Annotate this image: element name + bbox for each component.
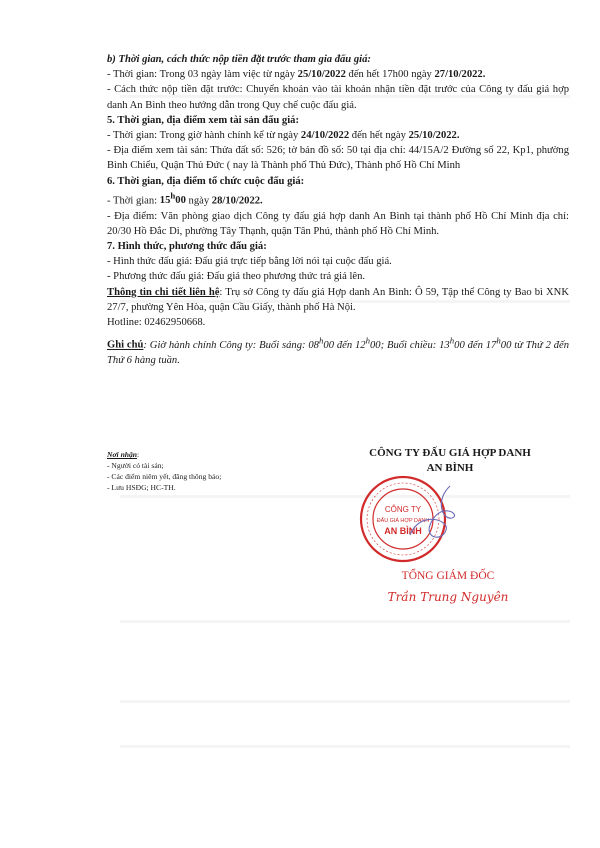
- director-name: Trần Trung Nguyên: [387, 590, 509, 604]
- section-5-heading: 5. Thời gian, địa điểm xem tài sản đấu giá:: [107, 114, 299, 126]
- section-5-place: - Địa điểm xem tài sản: Thửa đất số: 526; tờ bản đồ số: 50 tại địa chỉ: 44/15A/2 Đường số 22, Kp1, phường Bình Chiểu, Quận Thủ Đức ( nay là Thành phố Thủ Đức), Thành phố Hồ Chí Minh: [107, 145, 569, 172]
- recipient-item: - Lưu HSĐG; HC-TH.: [107, 483, 176, 492]
- seal-text-line2: ĐẤU GIÁ HỢP DANH: [376, 518, 430, 524]
- hotline: Hotline: 02462950668.: [107, 316, 206, 328]
- section-7-form: - Hình thức đấu giá: Đấu giá trực tiếp bằng lời nói tại cuộc đấu giá.: [107, 256, 392, 268]
- recipients-title: Nơi nhận:: [107, 450, 140, 459]
- bleed-through-line: [120, 700, 570, 703]
- section-6-time: - Thời gian: 15$^h$00 ngày 28/10/2022.: [107, 190, 263, 207]
- recipient-item: - Các điểm niêm yết, đăng thông báo;: [107, 472, 222, 481]
- bleed-through-line: [120, 745, 570, 748]
- recipient-item: - Người có tài sản;: [107, 461, 164, 470]
- bleed-through-line: [120, 620, 570, 623]
- section-6-heading: 6. Thời gian, địa điểm tổ chức cuộc đấu giá:: [107, 175, 305, 187]
- section-6-place: - Địa điểm: Văn phòng giao dịch Công ty đấu giá hợp danh An Bình tại thành phố Hồ Chí Minh địa chỉ: 20/30 Hồ Đắc Di, phường Tây Thạnh, quận Tân Phú, thành phố Hồ Chí Minh.: [107, 210, 569, 237]
- section-b-method: - Cách thức nộp tiền đặt trước: Chuyển khoản vào tài khoản nhận tiền đặt trước của Công ty đấu giá hợp danh An Bình theo hướng dẫn trong Quy chế cuộc đấu giá.: [107, 84, 569, 111]
- section-b-time: - Thời gian: Trong 03 ngày làm việc từ ngày 25/10/2022 đến hết 17h00 ngày 27/10/2022.: [107, 69, 486, 81]
- section-b-heading: b) Thời gian, cách thức nộp tiền đặt trước tham gia đấu giá:: [107, 54, 371, 65]
- document-body: [107, 52, 569, 368]
- seal-text-line3: AN BÌNH: [384, 526, 422, 536]
- company-name-line1: CÔNG TY ĐẤU GIÁ HỢP DANH: [369, 447, 531, 459]
- contact-info: Thông tin chi tiết liên hệ: Trụ sở Công ty đấu giá Hợp danh An Bình: Ô 59, Tập thể Công ty Bao bì XNK 27/7, phường Yên Hòa, quận Cầu Giấy, thành phố Hà Nội.: [107, 286, 569, 313]
- section-7-heading: 7. Hình thức, phương thức đấu giá:: [107, 240, 267, 252]
- signature-scribble-icon: [380, 480, 470, 550]
- company-name-line2: AN BÌNH: [426, 462, 474, 474]
- director-title: TỔNG GIÁM ĐỐC: [401, 570, 495, 582]
- section-7-method: - Phương thức đấu giá: Đấu giá theo phương thức trả giá lên.: [107, 271, 366, 283]
- note: Ghi chú: Giờ hành chính Công ty: Buổi sáng: 08$^h$00 đến 12$^h$00; Buổi chiều: 13$^h$00 đến 17$^h$00 từ Thứ 2 đến Thứ 6 hàng tuần.: [107, 335, 570, 366]
- seal-text-line1: CÔNG TY: [384, 505, 422, 514]
- bleed-through-line: [120, 495, 570, 498]
- section-5-time: - Thời gian: Trong giờ hành chính kể từ ngày 24/10/2022 đến hết ngày 25/10/2022.: [107, 130, 460, 142]
- recipients-block: [107, 449, 307, 493]
- signature-block: [330, 446, 570, 476]
